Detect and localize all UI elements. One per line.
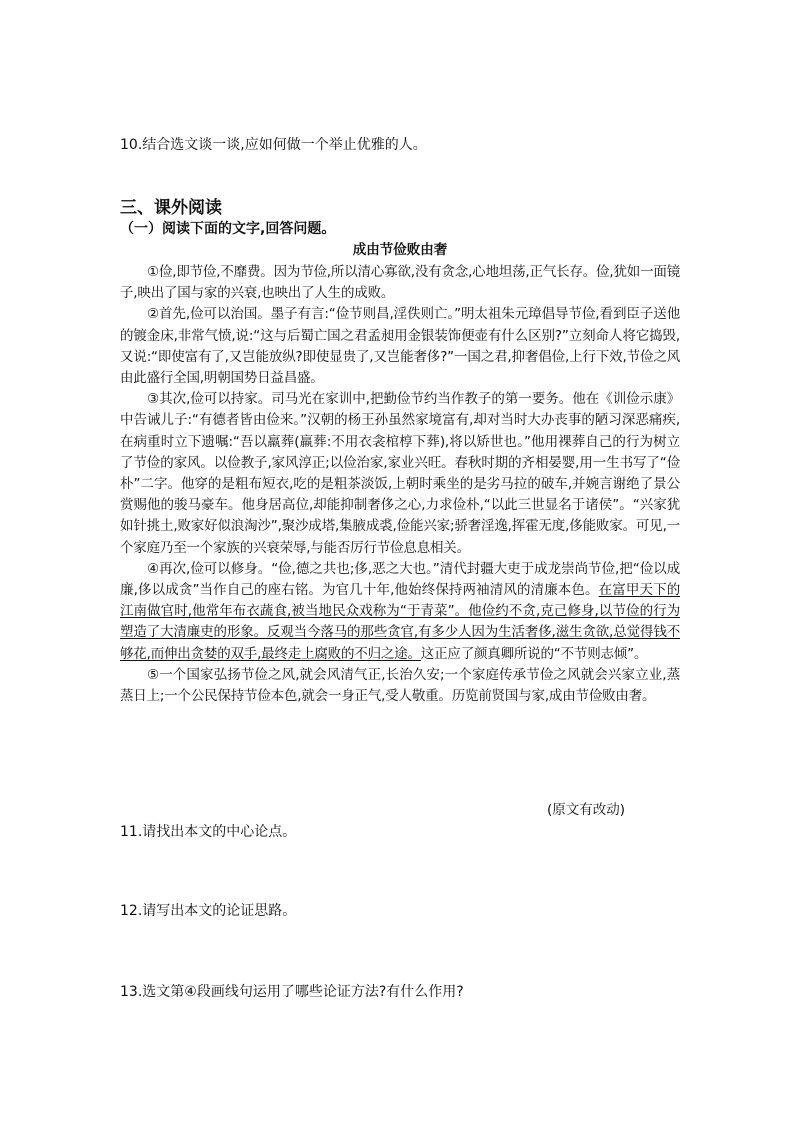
subsection-title: （一）阅读下面的文字,回答问题。 xyxy=(120,221,336,237)
question-12: 12.请写出本文的论证思路。 xyxy=(120,903,297,919)
paragraph-4-intro: ④再次,俭可以修身。“俭,德之共也;侈,恶之大也。”清代封疆大吏于成龙崇尚节俭,把“俭以成廉,侈以成贪”当作自己的座右铭。为官几十年,他始终保持两袖清风的清廉本色。 xyxy=(120,560,680,599)
paragraph-5: ⑤一个国家弘扬节俭之风,就会风清气正,长治久安;一个家庭传承节俭之风就会兴家立业,蒸蒸日上;一个公民保持节俭本色,就会一身正气,受人敬重。历览前贤国与家,成由节俭败由奢。 xyxy=(120,666,680,705)
question-13: 13.选文第④段画线句运用了哪些论证方法?有什么作用? xyxy=(120,984,464,1000)
paragraph-2: ②首先,俭可以治国。墨子有言:“俭节则昌,淫佚则亡。”明太祖朱元璋倡导节俭,看到臣子送他的镀金床,非常气愤,说:“这与后蜀亡国之君孟昶用金银装饰便壶有什么区别?”立刻命人将它捣毁,又说:“即使富有了,又岂能放纵?即使显贵了,又岂能奢侈?”一国之君,抑奢倡俭,上行下效,节俭之风由此盛行全国,明朝国势日益昌盛。 xyxy=(120,306,680,387)
section-title: 三、课外阅读 xyxy=(120,198,222,218)
paragraph-4 xyxy=(120,559,680,665)
source-note: (原文有改动) xyxy=(546,802,625,818)
article-title: 成由节俭败由奢 xyxy=(352,242,448,258)
article-body xyxy=(120,262,680,707)
paragraph-1: ①俭,即节俭,不靡费。因为节俭,所以清心寡欲,没有贪念,心地坦荡,正气长存。俭,犹如一面镜子,映出了国与家的兴衰,也映出了人生的成败。 xyxy=(120,264,680,302)
paragraph-4-underlined-sentences: 在富甲天下的江南做官时,他常年布衣蔬食,被当地民众戏称为“于青菜”。他俭约不贪,克己修身,以节俭的行为塑造了大清廉吏的形象。反观当今落马的那些贪官,有多少人因为生活奢侈,滋生贪欲,总觉得钱不够花,而伸出贪婪的双手,最终走上腐败的不归之途。 xyxy=(120,582,680,662)
paragraph-3: ③其次,俭可以持家。司马光在家训中,把勤俭节约当作教子的第一要务。他在《训俭示康》中告诫儿子:“有德者皆由俭来。”汉朝的杨王孙虽然家境富有,却对当时大办丧事的陋习深恶痛疾,在病重时立下遗嘱:“吾以羸葬(羸葬:不用衣衾棺椁下葬),将以矫世也。”他用裸葬自己的行为树立了节俭的家风。以俭教子,家风淳正;以俭治家,家业兴旺。春秋时期的齐相晏婴,用一生书写了“俭朴”二字。他穿的是粗布短衣,吃的是粗茶淡饭,上朝时乘坐的是劣马拉的破车,并婉言谢绝了景公赏赐他的骏马豪车。他身居高位,却能抑制奢侈之心,力求俭朴,“以此三世显名于诸侯”。“兴家犹如针挑土,败家好似浪淘沙”,聚沙成塔,集腋成裘,俭能兴家;骄奢淫逸,挥霍无度,侈能败家。可见,一个家庭乃至一个家族的兴衰荣辱,与能否厉行节俭息息相关。 xyxy=(120,391,680,556)
question-11: 11.请找出本文的中心论点。 xyxy=(120,824,297,840)
question-10: 10.结合选文谈一谈,应如何做一个举止优雅的人。 xyxy=(120,137,427,153)
paragraph-4-end: 这正应了颜真卿所说的“不节则志倾”。 xyxy=(420,645,648,662)
